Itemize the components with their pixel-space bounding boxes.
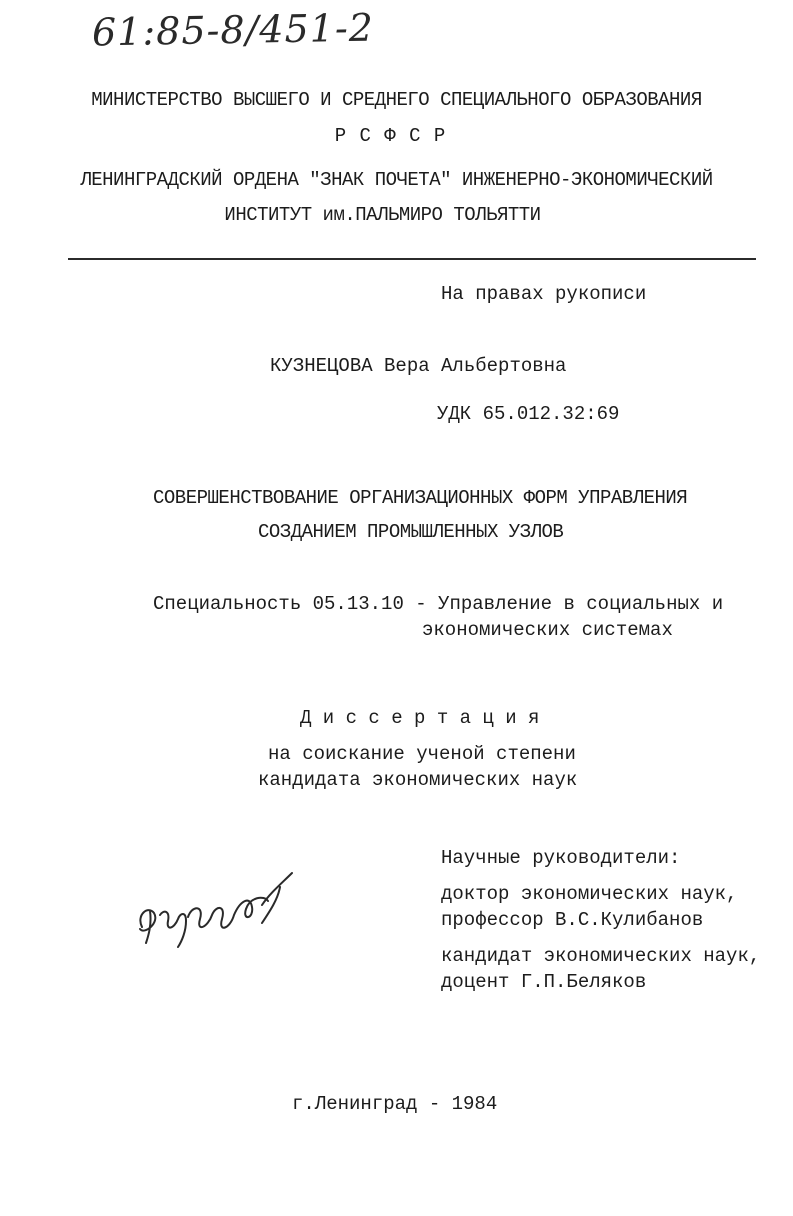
specialty-line-2: экономических системах <box>422 619 673 641</box>
thesis-title-line-2: СОЗДАНИЕМ ПРОМЫШЛЕННЫХ УЗЛОВ <box>258 521 564 543</box>
udc-code: УДК 65.012.32:69 <box>437 403 620 425</box>
supervisor-2-name: доцент Г.П.Беляков <box>441 971 647 993</box>
place-and-year: г.Ленинград - 1984 <box>292 1093 498 1115</box>
republic-heading: Р С Ф С Р <box>334 125 447 147</box>
manuscript-note: На правах рукописи <box>441 283 647 305</box>
specialty-line-1: Специальность 05.13.10 - Управление в социальных и <box>153 593 724 615</box>
archive-handwritten-mark: 61:85-8/451-2 <box>91 5 375 55</box>
thesis-title-line-1: СОВЕРШЕНСТВОВАНИЕ ОРГАНИЗАЦИОННЫХ ФОРМ УПРАВЛЕНИЯ <box>153 487 688 509</box>
ministry-heading: МИНИСТЕРСТВО ВЫСШЕГО И СРЕДНЕГО СПЕЦИАЛЬНОГО ОБРАЗОВАНИЯ <box>91 89 702 111</box>
degree-line-2: кандидата экономических наук <box>258 769 578 791</box>
header-divider-rule <box>68 258 756 260</box>
handwritten-signature <box>130 865 305 955</box>
dissertation-heading: Д и с с е р т а ц и я <box>300 707 540 729</box>
degree-line-1: на соискание ученой степени <box>268 743 576 765</box>
supervisor-1-degree: доктор экономических наук, <box>441 883 738 905</box>
supervisors-heading: Научные руководители: <box>441 847 681 869</box>
author-name: КУЗНЕЦОВА Вера Альбертовна <box>270 355 567 377</box>
supervisor-2-degree: кандидат экономических наук, <box>441 945 761 967</box>
institute-line-2: ИНСТИТУТ им.ПАЛЬМИРО ТОЛЬЯТТИ <box>224 204 541 226</box>
institute-line-1: ЛЕНИНГРАДСКИЙ ОРДЕНА "ЗНАК ПОЧЕТА" ИНЖЕНЕРНО-ЭКОНОМИЧЕСКИЙ <box>80 169 713 191</box>
supervisor-1-name: профессор В.С.Кулибанов <box>441 909 704 931</box>
